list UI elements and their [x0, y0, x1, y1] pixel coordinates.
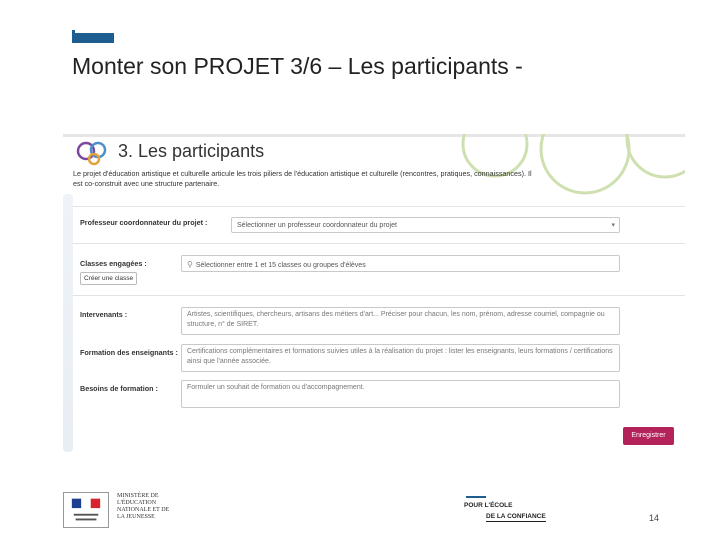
logo-accent-line: [466, 496, 486, 498]
ministry-logo: [63, 492, 177, 528]
participants-logo-icon: [76, 140, 110, 166]
save-button[interactable]: Enregistrer: [623, 427, 674, 445]
classes-placeholder: Sélectionner entre 1 et 15 classes ou groupes d'élèves: [195, 262, 366, 269]
section-title: 3. Les participants: [118, 141, 265, 161]
page-number: 14: [649, 513, 660, 523]
teacher-training-textarea[interactable]: Certifications complémentaires et formations suivies utiles à la réalisation du projet : lister les enseignants, leurs formations / certifications ainsi que l'année associée.: [181, 344, 620, 372]
chevron-down-icon: ▾: [611, 222, 615, 229]
divider: [73, 206, 685, 207]
school-of-trust-logo: [464, 496, 550, 524]
coordinator-select-value: Sélectionner un professeur coordonnateur du projet: [237, 222, 397, 229]
form-screenshot: [63, 134, 685, 452]
intro-text: Le projet d'éducation artistique et culturelle articule les trois piliers de l'éducation artistique et culturelle (rencontres, pratiques, connaissances). Il est co-construit avec une structure partenaire.: [73, 169, 532, 188]
teacher-training-label: Formation des enseignants :: [80, 348, 178, 357]
school-logo-line1: POUR L'ÉCOLE: [464, 502, 513, 509]
coordinator-label: Professeur coordonnateur du projet :: [80, 218, 208, 227]
speakers-label: Intervenants :: [80, 310, 128, 319]
divider: [73, 295, 685, 296]
decorative-left-band: [63, 194, 73, 452]
classes-label: Classes engagées :: [80, 259, 147, 268]
marianne-icon: [63, 492, 109, 528]
school-logo-line2: DE LA CONFIANCE: [486, 513, 546, 520]
training-needs-label: Besoins de formation :: [80, 384, 158, 393]
title-accent-bar: [72, 33, 114, 43]
speakers-textarea[interactable]: Artistes, scientifiques, chercheurs, artisans des métiers d'art... Préciser pour chacun, les nom, prénom, adresse courriel, compagnie ou structure, n° de SIRET.: [181, 307, 620, 335]
coordinator-select[interactable]: [231, 217, 620, 233]
classes-search-input[interactable]: [181, 255, 620, 272]
search-icon: ⚲: [187, 260, 193, 269]
slide-title: Monter son PROJET 3/6 – Les participants -: [72, 53, 523, 79]
divider: [73, 243, 685, 244]
create-class-button[interactable]: Créer une classe: [80, 272, 137, 285]
training-needs-textarea[interactable]: Formuler un souhait de formation ou d'accompagnement.: [181, 380, 620, 408]
ministry-name: MINISTÈRE DE L'ÉDUCATION NATIONALE ET DE LA JEUNESSE: [117, 493, 170, 520]
